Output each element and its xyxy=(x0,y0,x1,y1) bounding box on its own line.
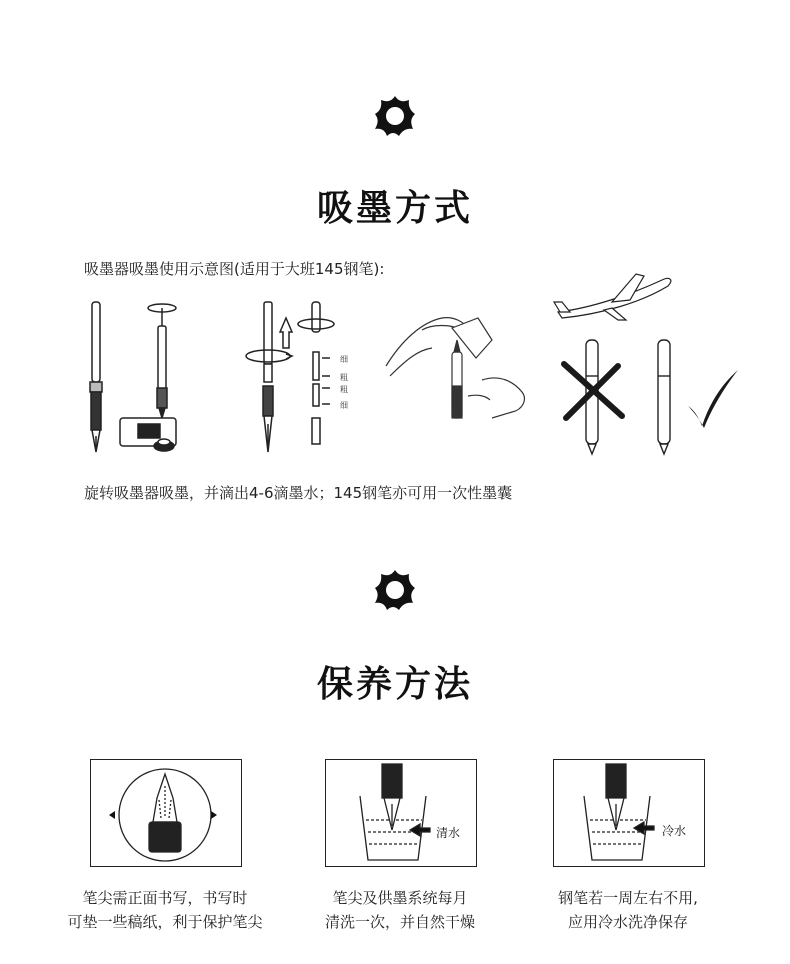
pen-with-ink-bottle-illustration xyxy=(80,296,190,456)
care-tip-cleaning xyxy=(280,886,520,934)
care-tip-line: 可垫一些稿纸，利于保护笔尖 xyxy=(67,913,263,931)
section-title-care: 保养方法 xyxy=(316,664,473,705)
section-title-ink: 吸墨方式 xyxy=(316,188,473,229)
water-label-clean: 清水 xyxy=(436,826,461,840)
correct-storage-illustration xyxy=(650,336,750,456)
care-tip-line: 清洗一次，并自然干燥 xyxy=(324,913,475,931)
care-box-writing xyxy=(90,759,242,867)
care-box-cold-water xyxy=(553,759,705,867)
arrow-right-icon xyxy=(211,811,217,819)
ink-instruction: 旋转吸墨器吸墨，并滴出4-6滴墨水；145钢笔亦可用一次性墨囊 xyxy=(84,484,513,502)
check-mark-icon xyxy=(688,370,738,428)
airplane-icon xyxy=(552,268,676,324)
care-tip-line: 笔尖需正面书写，书写时 xyxy=(82,889,248,907)
care-tip-storage xyxy=(508,886,748,934)
diagram-label-2: 粗 xyxy=(340,373,348,382)
care-tip-line: 钢笔若一周左右不用, xyxy=(558,889,698,907)
hands-wiping-nib-illustration xyxy=(382,300,532,448)
diagram-label-1: 细 xyxy=(340,355,348,364)
montblanc-star-icon xyxy=(373,94,417,138)
care-tip-line: 应用冷水洗净保存 xyxy=(567,913,688,931)
arrow-left-icon xyxy=(109,811,115,819)
diagram-label-4: 细 xyxy=(340,401,348,410)
care-tip-writing xyxy=(45,886,285,934)
wrong-storage-illustration xyxy=(560,336,630,456)
water-label-cold: 冷水 xyxy=(662,824,687,838)
montblanc-star-icon xyxy=(373,568,417,612)
diagram-label-3: 粗 xyxy=(340,385,348,394)
care-box-water xyxy=(325,759,477,867)
ink-subtitle: 吸墨器吸墨使用示意图(适用于大班145钢笔): xyxy=(84,260,385,278)
care-tip-line: 笔尖及供墨系统每月 xyxy=(332,889,468,907)
